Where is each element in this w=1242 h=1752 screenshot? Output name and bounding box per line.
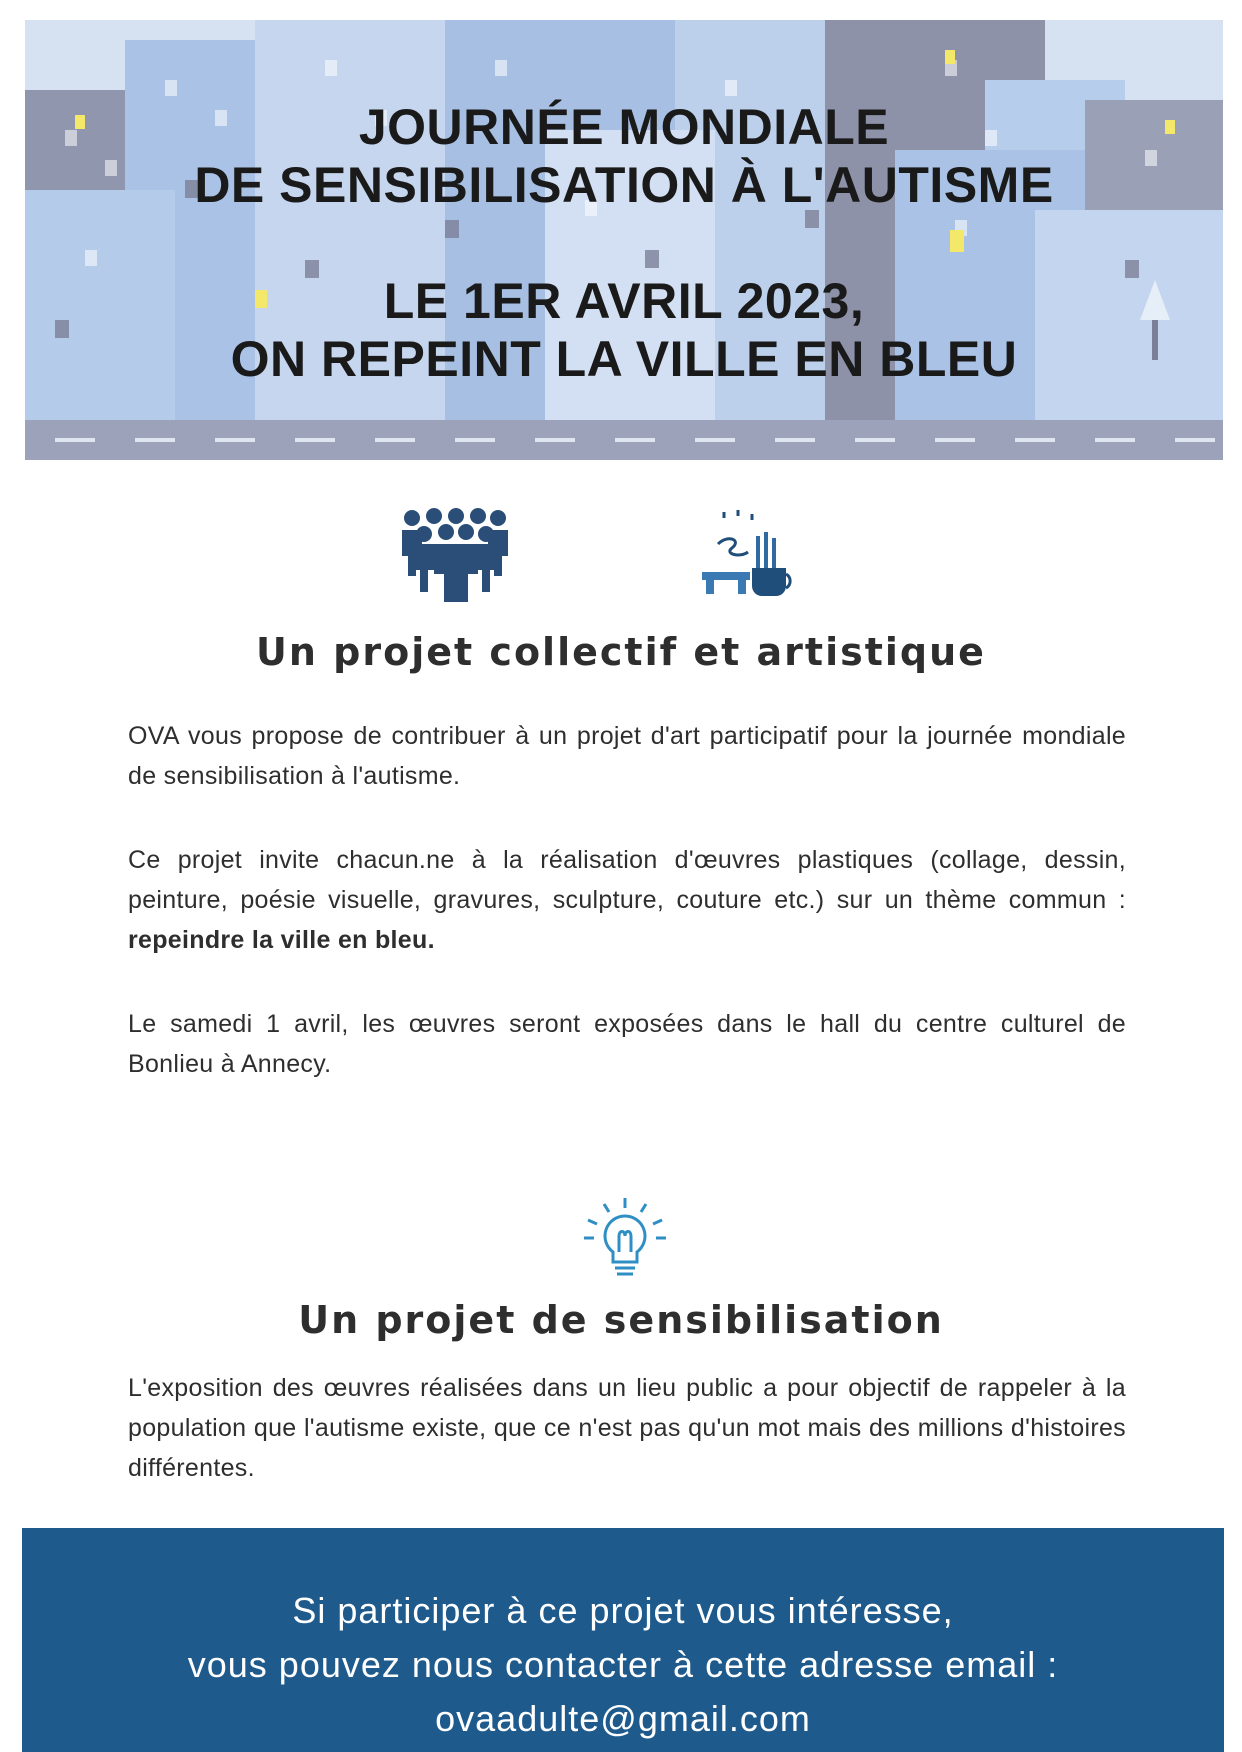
- paragraph-invitation-text: Ce projet invite chacun.ne à la réalisation d'œuvres plastiques (collage, dessin, peinture, poésie visuelle, gravures, sculpture, couture etc.) sur un thème commun :: [128, 846, 1126, 914]
- section-heading-sensibilisation: Un projet de sensibilisation: [298, 1298, 944, 1342]
- contact-footer: [22, 1528, 1224, 1752]
- group-of-people-icon: [400, 508, 510, 603]
- paragraph-intro: OVA vous propose de contribuer à un projet d'art participatif pour la journée mondiale de sensibilisation à l'autisme.: [128, 722, 1126, 790]
- lightbulb-icon: [582, 1196, 668, 1282]
- title-line-2: DE SENSIBILISATION À L'AUTISME: [194, 157, 1054, 213]
- paragraph-invitation: [128, 840, 1126, 960]
- paragraph-invitation-bold: repeindre la ville en bleu.: [128, 926, 435, 954]
- art-supplies-icon: [698, 508, 794, 600]
- title-line-1: JOURNÉE MONDIALE: [358, 99, 890, 155]
- title-line-4: ON REPEINT LA VILLE EN BLEU: [230, 331, 1018, 387]
- section-heading-collectif: Un projet collectif et artistique: [256, 630, 986, 674]
- header-banner: [25, 20, 1223, 460]
- paragraph-sensibilisation: L'exposition des œuvres réalisées dans un lieu public a pour objectif de rappeler à la population que l'autisme existe, que ce n'est pas qu'un mot mais des millions d'histoires différentes.: [128, 1374, 1126, 1482]
- banner-title-block: [25, 20, 1223, 388]
- paragraph-exhibition: Le samedi 1 avril, les œuvres seront exposées dans le hall du centre culturel de Bonlieu à Annecy.: [128, 1010, 1126, 1078]
- footer-line-1: Si participer à ce projet vous intéresse,: [292, 1590, 954, 1631]
- title-line-3: LE 1ER AVRIL 2023,: [383, 273, 865, 329]
- contact-email[interactable]: ovaadulte@gmail.com: [435, 1698, 811, 1739]
- footer-line-2: vous pouvez nous contacter à cette adresse email :: [187, 1644, 1059, 1685]
